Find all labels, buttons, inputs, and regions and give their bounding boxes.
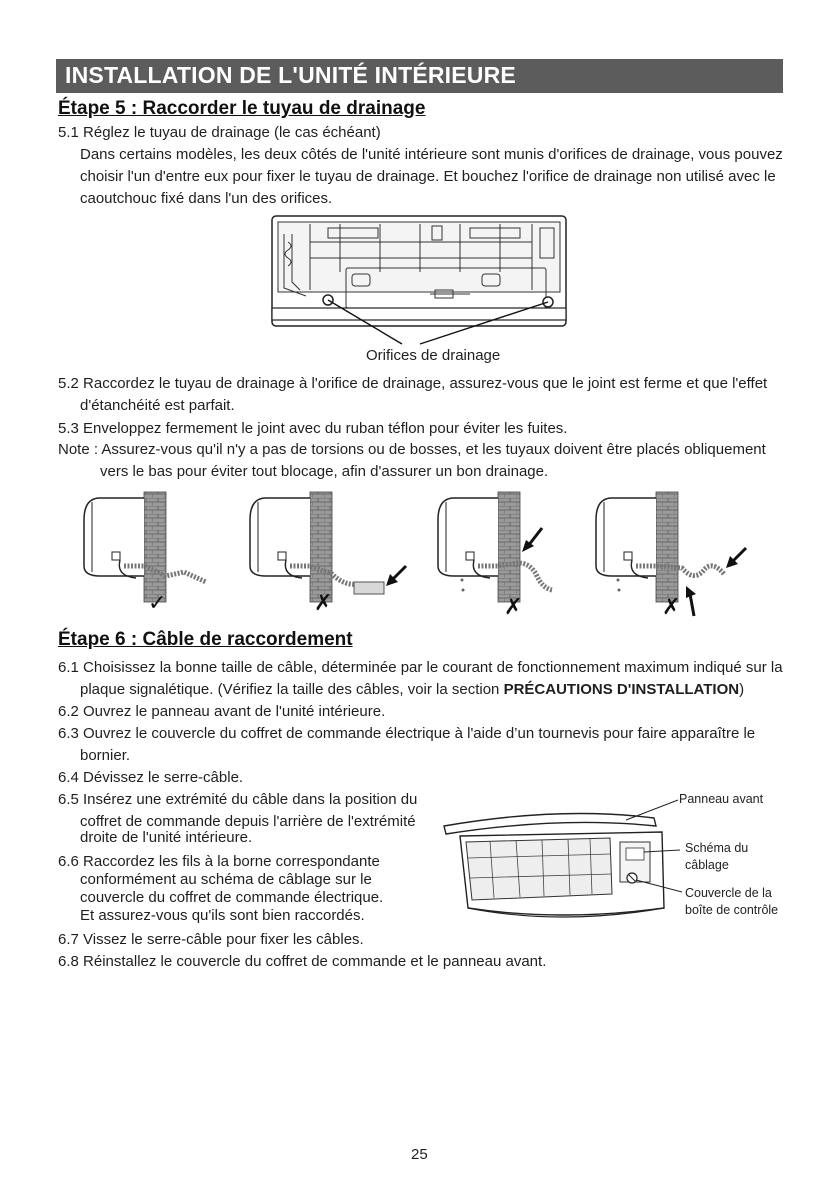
note-line-1: Note : Assurez-vous qu'il n'y a pas de torsions ou de bosses, et les tuyaux doivent être placés obliquement <box>58 441 766 458</box>
hose-example-2 <box>240 490 420 620</box>
label-cover-1: Couvercle de la <box>685 886 772 900</box>
item-6-1-line-2 <box>80 679 744 701</box>
item-6-1-text: plaque signalétique. (Vérifiez la taille des câbles, voir la section <box>80 681 504 698</box>
precautions-reference: PRÉCAUTIONS D'INSTALLATION <box>503 681 740 698</box>
item-5-1-body-1: Dans certains modèles, les deux côtés de l'unité intérieure sont munis d'orifices de drainage, vous pouvez <box>80 146 783 163</box>
mark-x-1: ✗ <box>314 591 333 616</box>
section-banner <box>56 59 783 93</box>
label-wiring-1: Schéma du <box>685 841 749 855</box>
item-5-3: 5.3 Enveloppez fermement le joint avec du ruban téflon pour éviter les fuites. <box>58 420 568 437</box>
item-6-5-line-2: coffret de commande depuis l'arrière de l'extrémité <box>80 813 416 830</box>
item-6-5-line-1: 6.5 Insérez une extrémité du câble dans la position du <box>58 791 418 808</box>
label-front-panel: Panneau avant <box>679 792 764 806</box>
label-cover-2: boîte de contrôle <box>685 903 779 917</box>
mark-ok-1: ✓ <box>148 591 167 616</box>
item-6-2: 6.2 Ouvrez le panneau avant de l'unité intérieure. <box>58 703 386 720</box>
item-6-3-line-1: 6.3 Ouvrez le couvercle du coffret de commande électrique à l'aide d’un tournevis pour faire apparaître le <box>58 725 756 742</box>
item-6-5-line-3: droite de l'unité intérieure. <box>80 829 253 846</box>
item-6-1-close: ) <box>739 681 745 698</box>
note-line-2: vers le bas pour éviter tout blocage, afin d'assurer un bon drainage. <box>100 463 549 480</box>
item-5-2-line-1: 5.2 Raccordez le tuyau de drainage à l'orifice de drainage, assurez-vous que le joint est ferme et que l'effet <box>58 375 768 392</box>
item-5-1-body-3: caoutchouc fixé dans l'un des orifices. <box>80 190 333 207</box>
item-6-1-line-1: 6.1 Choisissez la bonne taille de câble, déterminée par le courant de fonctionnement maximum indiqué sur la <box>58 659 783 676</box>
figure-caption: Orifices de drainage <box>366 347 501 364</box>
step6-heading: Étape 6 : Câble de raccordement <box>58 629 353 650</box>
item-5-1: 5.1 Réglez le tuyau de drainage (le cas échéant) <box>58 124 381 141</box>
item-6-7: 6.7 Vissez le serre-câble pour fixer les câbles. <box>58 931 364 948</box>
item-5-2-line-2: d'étanchéité est parfait. <box>80 397 235 414</box>
item-6-6-line-1: 6.6 Raccordez les fils à la borne correspondante <box>58 853 380 870</box>
step5-heading: Étape 5 : Raccorder le tuyau de drainage <box>58 98 426 119</box>
item-6-6-line-3: couvercle du coffret de commande électrique. <box>80 889 384 906</box>
drain-holes-figure <box>270 212 570 347</box>
item-6-4: 6.4 Dévissez le serre-câble. <box>58 769 244 786</box>
page-number: 25 <box>411 1146 428 1163</box>
open-panel-figure <box>440 796 676 930</box>
hose-example-4 <box>590 490 760 620</box>
item-5-1-body-2: choisir l'un d'entre eux pour fixer le tuyau de drainage. Et bouchez l'orifice de drainage non utilisé avec le <box>80 168 776 185</box>
item-6-8: 6.8 Réinstallez le couvercle du coffret de commande et le panneau avant. <box>58 953 547 970</box>
item-6-6-line-2: conformément au schéma de câblage sur le <box>80 871 372 888</box>
mark-x-3: ✗ <box>662 595 681 620</box>
item-6-3-line-2: bornier. <box>80 747 131 764</box>
hose-example-3 <box>432 490 582 620</box>
mark-x-2: ✗ <box>504 595 523 620</box>
label-wiring-2: câblage <box>685 858 729 872</box>
item-6-6-line-4: Et assurez-vous qu'ils sont bien raccordés. <box>80 907 365 924</box>
section-title: INSTALLATION DE L'UNITÉ INTÉRIEURE <box>65 62 516 88</box>
hose-example-1 <box>80 490 220 620</box>
